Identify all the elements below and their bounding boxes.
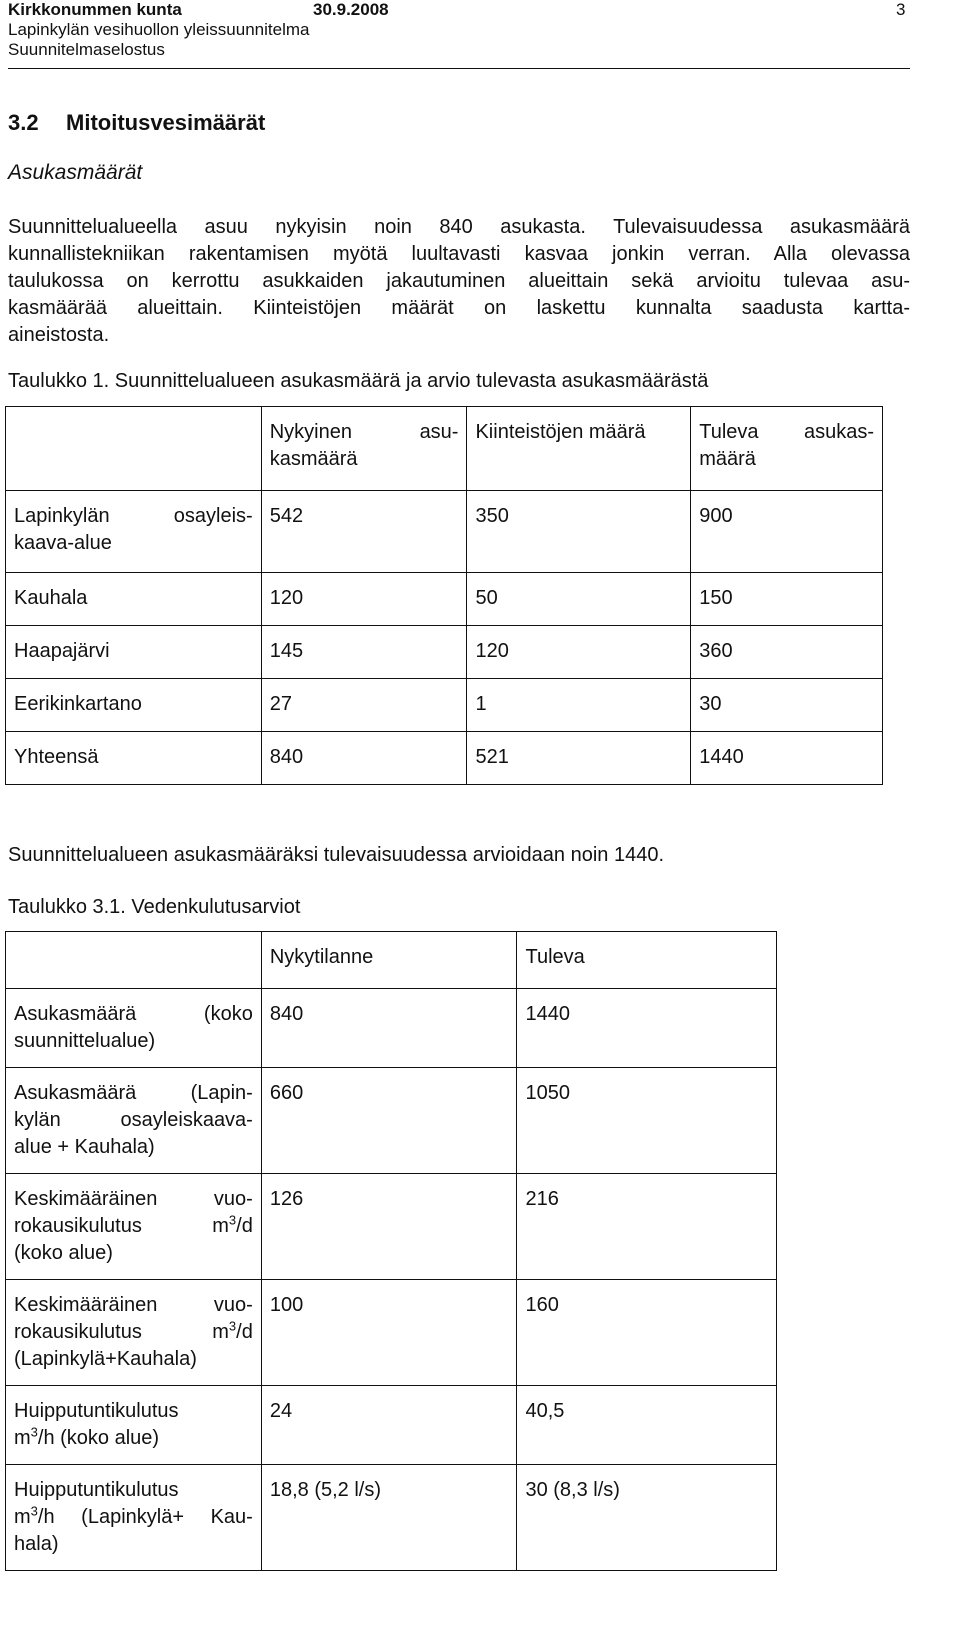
- page-number: 3: [896, 0, 906, 19]
- organization: Kirkkonummen kunta: [8, 0, 182, 19]
- table-row: [6, 1280, 777, 1386]
- table-cell: 360: [691, 626, 883, 679]
- table-row: [6, 573, 883, 626]
- table-header-row: [6, 407, 883, 491]
- table-row: [6, 989, 777, 1068]
- table-cell: 30: [691, 679, 883, 732]
- table-cell: 30 (8,3 l/s): [517, 1465, 777, 1571]
- table-cell: 24: [261, 1386, 517, 1465]
- table-cell: 216: [517, 1174, 777, 1280]
- intro-line: taulukossa on kerrottu asukkaiden jakautuminen alueittain sekä arvioitu tulevaa asu-: [8, 270, 910, 292]
- column-header: Kiinteistöjen määrä: [467, 407, 691, 491]
- table-cell: 1050: [517, 1068, 777, 1174]
- table-cell: 350: [467, 491, 691, 573]
- table-cell: 40,5: [517, 1386, 777, 1465]
- project-title: Lapinkylän vesihuollon yleissuunnitelma: [8, 20, 310, 39]
- table-row: [6, 626, 883, 679]
- table-corner-cell: [6, 407, 262, 491]
- intro-line: kunnallistekniikan rakentamisen myötä luultavasti kasvaa jonkin verran. Alla olevassa: [8, 243, 910, 265]
- table-cell: 521: [467, 732, 691, 785]
- column-header: Tuleva: [517, 932, 777, 989]
- table-cell: 1: [467, 679, 691, 732]
- table-cell: 1440: [691, 732, 883, 785]
- column-header: Tuleva asukas- määrä: [691, 407, 883, 491]
- table-cell: 542: [261, 491, 467, 573]
- table-cell: 160: [517, 1280, 777, 1386]
- table-row: [6, 1386, 777, 1465]
- table-row: [6, 679, 883, 732]
- intro-paragraph: [8, 214, 910, 349]
- section-title: Mitoitusvesimäärät: [66, 110, 266, 135]
- document-date: 30.9.2008: [313, 0, 389, 19]
- intro-line: Suunnittelualueella asuu nykyisin noin 840 asukasta. Tulevaisuudessa asukasmäärä: [8, 216, 910, 238]
- table-cell: 150: [691, 573, 883, 626]
- row-label: Huipputuntikulutus $m^3/h$ (koko alue): [6, 1386, 262, 1465]
- intro-line: kasmäärää alueittain. Kiinteistöjen määrät on laskettu kunnalta saadusta kartta-: [8, 297, 910, 319]
- table-cell: 840: [261, 732, 467, 785]
- table-row: [6, 1465, 777, 1571]
- table-row: [6, 491, 883, 573]
- table-cell: 120: [261, 573, 467, 626]
- table-cell: 126: [261, 1174, 517, 1280]
- table-cell: 900: [691, 491, 883, 573]
- row-label: Haapajärvi: [6, 626, 262, 679]
- row-label: Lapinkylän osayleis- kaava-alue: [6, 491, 262, 573]
- row-label: Eerikinkartano: [6, 679, 262, 732]
- subsection-heading: Asukasmäärät: [8, 161, 143, 184]
- table-cell: 18,8 (5,2 l/s): [261, 1465, 517, 1571]
- table-cell: 100: [261, 1280, 517, 1386]
- table-row: [6, 1174, 777, 1280]
- table-row: [6, 732, 883, 785]
- table2-caption: Taulukko 3.1. Vedenkulutusarviot: [8, 896, 301, 918]
- section-heading: [8, 108, 265, 138]
- summary-text: Suunnittelualueen asukasmääräksi tulevaisuudessa arvioidaan noin 1440.: [8, 844, 664, 866]
- intro-line: aineistosta.: [8, 324, 110, 346]
- section-number: 3.2: [8, 110, 39, 135]
- row-label: Kauhala: [6, 573, 262, 626]
- table-cell: 660: [261, 1068, 517, 1174]
- table-header-row: [6, 932, 777, 989]
- row-label: Asukasmäärä (koko suunnittelualue): [6, 989, 262, 1068]
- table-cell: 145: [261, 626, 467, 679]
- table-row: [6, 1068, 777, 1174]
- row-label: Huipputuntikulutus $m^3/h$ (Lapinkylä+ Kau- hala): [6, 1465, 262, 1571]
- table-cell: 1440: [517, 989, 777, 1068]
- column-header: Nykytilanne: [261, 932, 517, 989]
- row-label: Asukasmäärä (Lapin- kylän osayleiskaava- alue + Kauhala): [6, 1068, 262, 1174]
- row-label: Keskimääräinen vuo- rokausikulutus $m^3/d$ (Lapinkylä+Kauhala): [6, 1280, 262, 1386]
- water-consumption-table: [5, 931, 777, 1571]
- table1-caption: Taulukko 1. Suunnittelualueen asukasmäärä ja arvio tulevasta asukasmäärästä: [8, 370, 709, 392]
- document-type: Suunnitelmaselostus: [8, 40, 165, 59]
- column-header: Nykyinen asu- kasmäärä: [261, 407, 467, 491]
- header-rule: [8, 68, 910, 69]
- row-label: Yhteensä: [6, 732, 262, 785]
- table-corner-cell: [6, 932, 262, 989]
- page-header: [8, 0, 309, 60]
- table-cell: 27: [261, 679, 467, 732]
- population-table: [5, 406, 883, 785]
- table-cell: 840: [261, 989, 517, 1068]
- row-label: Keskimääräinen vuo- rokausikulutus $m^3/d$ (koko alue): [6, 1174, 262, 1280]
- table-cell: 120: [467, 626, 691, 679]
- table-cell: 50: [467, 573, 691, 626]
